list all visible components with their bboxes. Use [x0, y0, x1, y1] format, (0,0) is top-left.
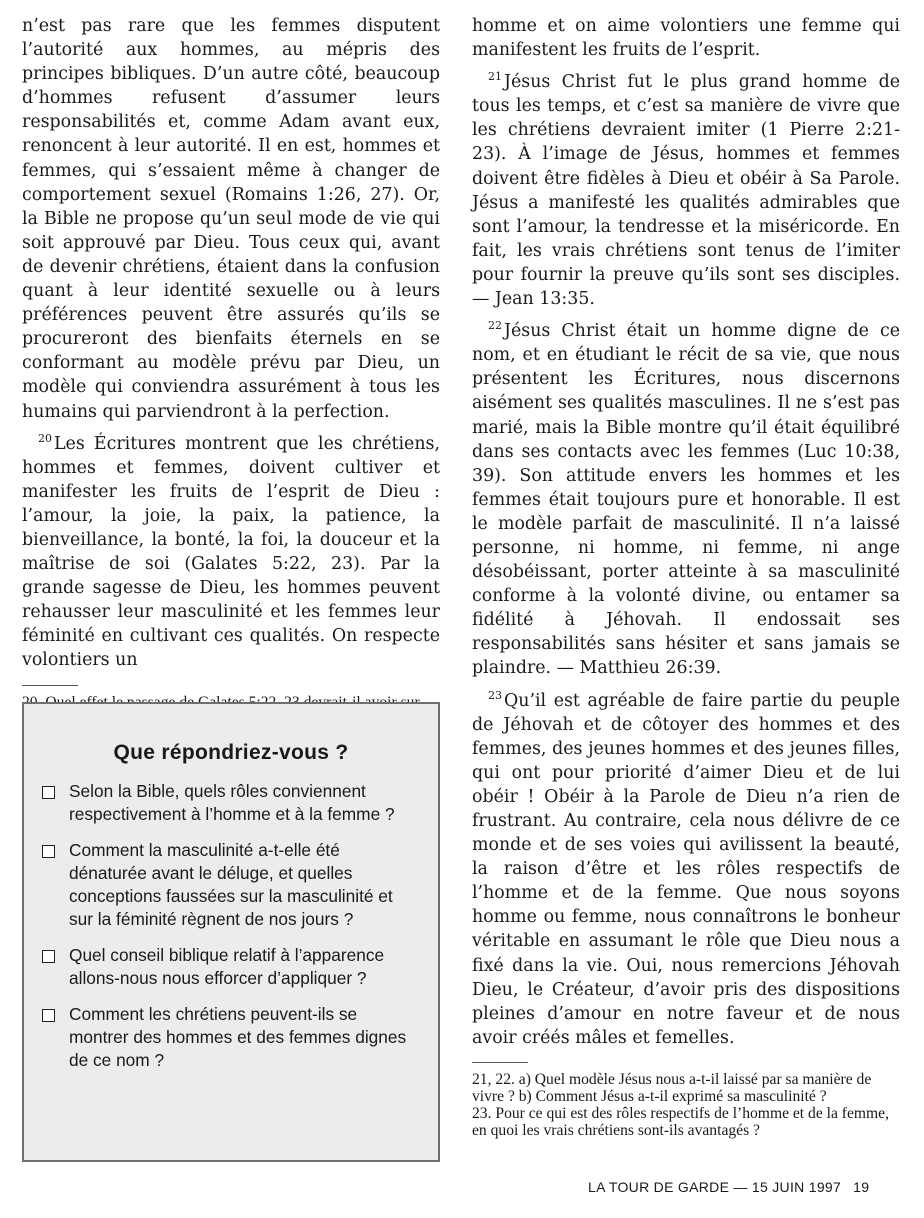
review-question — [24, 839, 438, 931]
study-questions-right — [472, 1071, 900, 1139]
checkbox-icon — [42, 845, 55, 858]
footnote-rule — [22, 685, 78, 686]
paragraph-text: Les Écritures montrent que les chrétiens, hommes et femmes, doivent cultiver et manifester les fruits de l’esprit de Dieu : l’amour, la joie, la paix, la patience, la bienveillance, la bonté, la foi, la douceur et la maîtrise de soi (Galates 5:22, 23). Par la grande sagesse de Dieu, les hommes peuvent rehausser leur masculinité et les femmes leur féminité en cultivant ces qualités. On respecte volontiers un — [22, 433, 440, 671]
review-question-text: Comment les chrétiens peuvent-ils se montrer des hommes et des femmes dignes de ce nom ? — [69, 1004, 407, 1070]
review-question — [24, 1003, 438, 1072]
footnote-rule — [472, 1062, 528, 1063]
paragraph-number: 21 — [488, 70, 502, 84]
right-column — [472, 14, 900, 1139]
left-column — [22, 14, 440, 728]
paragraph-text: Jésus Christ était un homme digne de ce nom, et en étudiant le récit de sa vie, que nous présentent les Écritures, nous discernons aisément ses qualités masculines. Il ne s’est pas marié, mais la Bible montre qu’il était équilibré dans ses contacts avec les femmes (Luc 10:38, 39). Son attitude envers les hommes et les femmes était toujours pure et honorable. Il est le modèle parfait de masculinité. Il n’a laissé personne, ni homme, ni femme, ni ange désobéissant, porter atteinte à sa masculinité conforme à la volonté divine, ou entamer sa fidélité à Jéhovah. Il endossait ses responsabilités sans hésiter et sans jamais se plaindre. — Matthieu 26:39. — [472, 321, 900, 679]
publication-title: LA TOUR DE GARDE — 15 JUIN 1997 — [588, 1179, 842, 1195]
checkbox-icon — [42, 786, 55, 799]
paragraph-20-end: homme et on aime volontiers une femme qui manifestent les fruits de l’esprit. — [472, 16, 900, 61]
paragraph-20 — [22, 432, 440, 673]
review-question-text: Comment la masculinité a-t-elle été dénaturée avant le déluge, et quelles conceptions faussées sur la masculinité et sur la féminité règnent de nos jours ? — [69, 840, 393, 929]
review-question — [24, 780, 438, 826]
review-box — [22, 702, 440, 1162]
checkbox-icon — [42, 950, 55, 963]
page-number: 19 — [853, 1179, 870, 1195]
paragraph-19-end: n’est pas rare que les femmes disputent l’autorité aux hommes, au mépris des principes bibliques. D’un autre côté, beaucoup d’hommes refusent d’assumer leurs responsabilités et, comme Adam avant eux, renoncent à leur autorité. Il en est, hommes et femmes, qui s’essaient même à changer de comportement sexuel (Romains 1:26, 27). Or, la Bible ne propose qu’un seul mode de vie qui soit approuvé par Dieu. Tous ceux qui, avant de devenir chrétiens, étaient dans la confusion quant à leur identité sexuelle ou à leurs préférences peuvent être assurés qu’ils se procureront des bienfaits éternels en se conformant au modèle prévu par Dieu, un modèle qui conviendra assurément à tous les humains qui parviendront à la perfection. — [22, 16, 440, 422]
checkbox-icon — [42, 1009, 55, 1022]
paragraph-23 — [472, 689, 900, 1050]
paragraph-text: Jésus Christ fut le plus grand homme de tous les temps, et c’est sa manière de vivre que les chrétiens devraient imiter (1 Pierre 2:21-23). À l’image de Jésus, hommes et femmes doivent être fidèles à Dieu et obéir à Sa Parole. Jésus a manifesté les qualités admirables que sont l’amour, la tendresse et la miséricorde. En fait, les vrais chrétiens sont tenus de l’imiter pour fournir la preuve qu’ils sont ses disciples. — Jean 13:35. — [472, 72, 900, 310]
review-box-title: Que répondriez-vous ? — [113, 741, 349, 764]
paragraph-text: Qu’il est agréable de faire partie du peuple de Jéhovah et de côtoyer des hommes et des femmes, des jeunes hommes et des jeunes filles, qui ont pour priorité d’aimer Dieu et de lui obéir ! Obéir à la Parole de Dieu n’a rien de frustrant. Au contraire, cela nous délivre de ce monde et de ses voies qui avilissent la beauté, la raison d’être et les rôles respectifs de l’homme et de la femme. Que nous soyons homme ou femme, nous connaîtrons le bonheur véritable en assumant le rôle que Dieu nous a fixé dans la vie. Oui, nous remercions Jéhovah Dieu, le Créateur, d’avoir pris des dispositions pleines d’amour en notre faveur et de nous avoir créés mâles et femelles. — [472, 690, 900, 1048]
review-question-text: Selon la Bible, quels rôles conviennent respectivement à l’homme et à la femme ? — [69, 781, 395, 824]
review-question-text: Quel conseil biblique relatif à l’apparence allons-nous nous efforcer d’appliquer ? — [69, 945, 385, 988]
paragraph-21 — [472, 70, 900, 311]
paragraph-22 — [472, 319, 900, 680]
paragraph-number: 23 — [488, 688, 502, 702]
study-question-23: 23. Pour ce qui est des rôles respectifs de l’homme et de la femme, en quoi les vrais chrétiens sont-ils avantagés ? — [472, 1104, 890, 1139]
review-question — [24, 944, 438, 990]
paragraph-number: 22 — [488, 319, 502, 333]
paragraph-number: 20 — [38, 431, 52, 445]
page-footer — [588, 1179, 869, 1195]
study-question-21-22: 21, 22. a) Quel modèle Jésus nous a-t-il laissé par sa manière de vivre ? b) Comment Jésus a-t-il exprimé sa masculinité ? — [472, 1070, 872, 1105]
